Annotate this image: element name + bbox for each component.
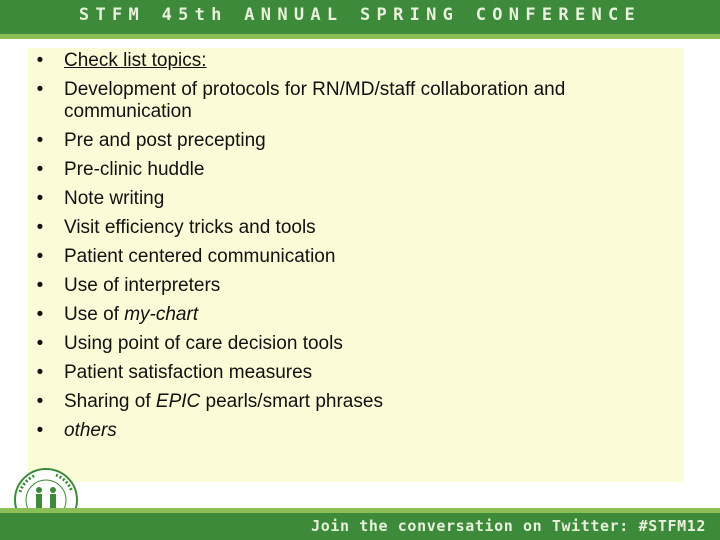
list-item-text: Development of protocols for RN/MD/staff collaboration and communication (64, 79, 566, 122)
list-item (28, 391, 688, 413)
list-item (28, 50, 688, 72)
bullet-icon: • (36, 217, 44, 238)
list-item-text: Patient centered communication (64, 246, 336, 267)
bullet-icon: • (36, 188, 44, 209)
list-item-text: Patient satisfaction measures (64, 362, 313, 383)
list-item (28, 246, 688, 268)
bullet-icon: • (36, 362, 44, 383)
bullet-icon: • (36, 50, 44, 71)
bullet-icon: • (36, 304, 44, 325)
list-item-text: Note writing (64, 188, 165, 209)
bullet-icon: • (36, 275, 44, 296)
list-item (28, 362, 688, 384)
list-item (28, 333, 688, 355)
list-item-text-emphasis: my-chart (124, 304, 199, 325)
list-item-text: Pre-clinic huddle (64, 159, 205, 180)
bullet-icon: • (36, 391, 44, 412)
list-item (28, 275, 688, 297)
checklist-heading: Check list topics: (64, 50, 207, 71)
list-item (28, 188, 688, 210)
list-item (28, 130, 688, 152)
list-item (28, 79, 688, 123)
list-item-text: others (64, 420, 117, 441)
header-stripe (0, 34, 720, 39)
bullet-icon: • (36, 159, 44, 180)
bullet-icon: • (36, 130, 44, 151)
list-item (28, 217, 688, 239)
conference-title: STFM 45th ANNUAL SPRING CONFERENCE (78, 5, 642, 25)
list-item-text-emphasis: EPIC (155, 391, 201, 412)
list-item-text: Visit efficiency tricks and tools (64, 217, 316, 238)
bullet-icon: • (36, 79, 44, 100)
bullet-icon: • (36, 333, 44, 354)
bullet-icon: • (36, 246, 44, 267)
list-item-text-suffix: pearls/smart phrases (200, 391, 383, 412)
list-item (28, 420, 688, 442)
list-item-text-prefix: Use of (64, 304, 125, 325)
list-item (28, 304, 688, 326)
list-item-text: Using point of care decision tools (64, 333, 343, 354)
list-item (28, 159, 688, 181)
bullet-icon: • (36, 420, 44, 441)
twitter-hashtag-banner: Join the conversation on Twitter: #STFM12 (311, 517, 706, 535)
checklist (28, 50, 688, 449)
list-item-text-prefix: Sharing of (64, 391, 156, 412)
list-item-text: Use of interpreters (64, 275, 221, 296)
list-item-text: Pre and post precepting (64, 130, 266, 151)
